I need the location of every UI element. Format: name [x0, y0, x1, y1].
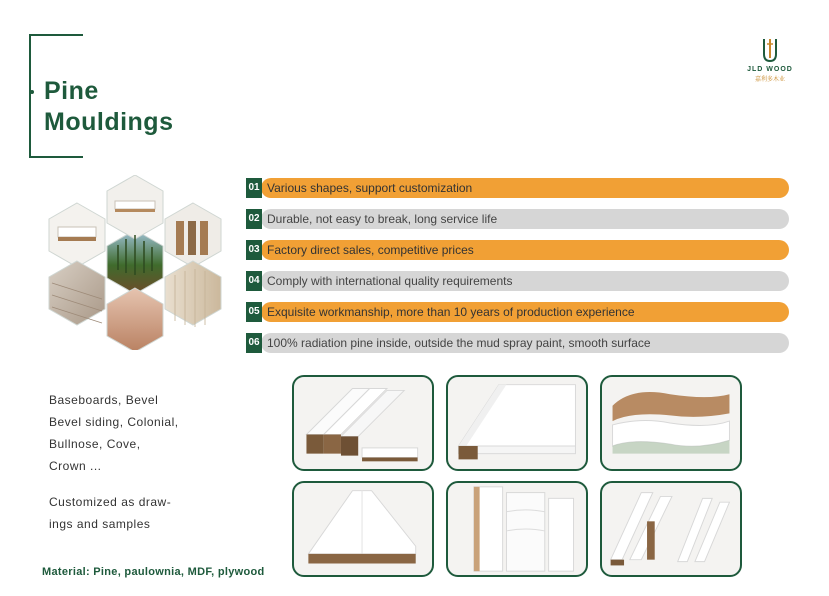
logo-sub-text: 嘉利多木业 [754, 77, 785, 83]
description-line: Crown ... [49, 459, 102, 473]
feature-item-1 [246, 178, 789, 198]
product-description [49, 389, 179, 535]
feature-text: 100% radiation pine inside, outside the mud spray paint, smooth surface [267, 336, 651, 350]
feature-number: 02 [246, 209, 262, 229]
product-photo-baseboard-single [446, 375, 588, 471]
title-bullet-dot [30, 90, 34, 94]
feature-item-6 [246, 333, 789, 353]
hex-plywood-photo [107, 288, 163, 350]
feature-text: Comply with international quality requirements [267, 274, 513, 288]
feature-number: 05 [246, 302, 262, 322]
feature-number: 01 [246, 178, 262, 198]
product-photo-baseboard-stack [292, 375, 434, 471]
hexagon-photo-collage [40, 175, 230, 350]
description-line: Baseboards, Bevel [49, 393, 159, 407]
feature-number: 03 [246, 240, 262, 260]
title-line-1: Pine [44, 77, 99, 105]
hex-floor-right-photo [165, 261, 221, 325]
feature-list [246, 178, 789, 364]
product-photo-bevel-siding [600, 481, 742, 577]
description-line: Bullnose, Cove, [49, 437, 141, 451]
feature-item-2 [246, 209, 789, 229]
feature-text: Various shapes, support customization [267, 181, 473, 195]
company-logo [735, 36, 805, 83]
feature-text: Factory direct sales, competitive prices [267, 243, 474, 257]
custom-note-line: ings and samples [49, 517, 151, 531]
logo-mark-icon [755, 36, 785, 64]
feature-number: 06 [246, 333, 262, 353]
product-photo-grid [292, 375, 746, 581]
product-photo-tall-baseboard [446, 481, 588, 577]
feature-text: Exquisite workmanship, more than 10 years of production experience [267, 305, 635, 319]
feature-number: 04 [246, 271, 262, 291]
feature-item-4 [246, 271, 789, 291]
product-photo-crown-cross-section [600, 375, 742, 471]
material-caption: Material: Pine, paulownia, MDF, plywood [42, 566, 265, 578]
product-photo-casing-profile [292, 481, 434, 577]
feature-text: Durable, not easy to break, long service life [267, 212, 498, 226]
feature-item-3 [246, 240, 789, 260]
description-spacer [49, 477, 179, 491]
title-line-2: Mouldings [44, 108, 174, 136]
custom-note-line: Customized as draw- [49, 495, 172, 509]
feature-item-5 [246, 302, 789, 322]
logo-brand-text: JLD WOOD [747, 66, 793, 73]
description-line: Bevel siding, Colonial, [49, 415, 179, 429]
page-title [44, 76, 173, 138]
